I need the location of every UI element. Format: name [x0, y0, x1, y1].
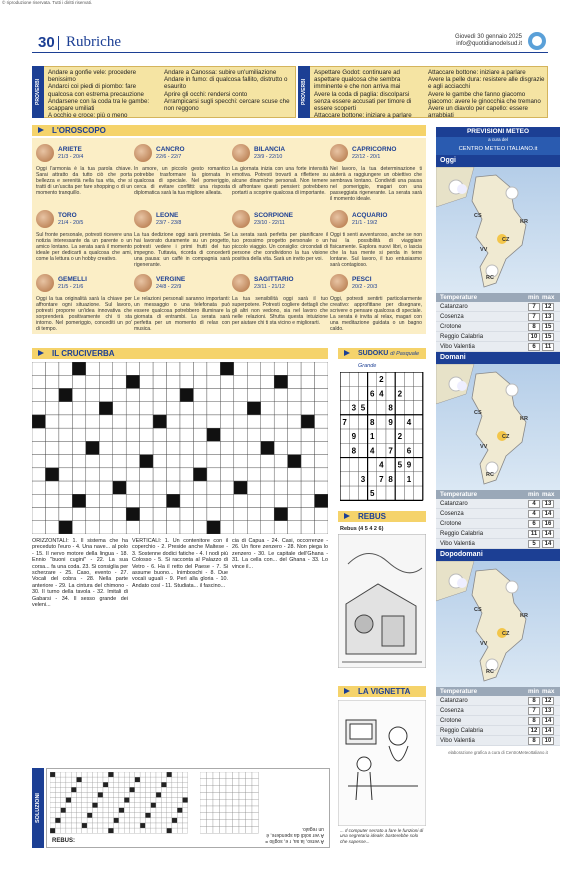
sudoku-given: 2 — [397, 389, 403, 399]
weather-panel — [436, 127, 560, 841]
sudoku-given: 1 — [369, 432, 375, 442]
temperature-header: Temperature min max — [436, 293, 560, 302]
proverbi-label-right: PROVERBI — [298, 66, 310, 118]
rebus-code: Rebus (4 5 4 2 6) — [340, 526, 384, 532]
sudoku-given: 1 — [406, 474, 412, 484]
sudoku-given: 5 — [397, 460, 403, 470]
vergine-icon — [134, 274, 152, 292]
vignette-title: LA VIGNETTA — [358, 687, 411, 696]
issue-date: Giovedì 30 gennaio 2025 — [454, 34, 522, 40]
sudoku-given: 3 — [351, 403, 357, 413]
temperature-row: Vibo Valentia 5 14 — [436, 539, 560, 549]
header-rule — [32, 52, 548, 53]
sudoku-header — [338, 348, 426, 369]
proverbi-col-4: Attaccare bottone: iniziare a parlare Avere la pelle dura: resistere alle disgrazie e agli acciacchi Avere le gambe che fanno giacomo giacomo: avere le ginocchia che tremano Avere un diavolo per capello: essere arrabbiati — [428, 69, 545, 120]
map-label: RC — [486, 472, 494, 478]
copyright-notice: © riproduzione riservata. Tutti i diritti riservati. — [2, 0, 93, 5]
clues-orizzontali: ORIZZONTALI: 1. Il sistema che ha preceduto l'euro - 4. Una nave... al polo - 15. Il nervo motore della lingua - 18. Ennio "buoni cugini" - 22. La sua corsa... fa una coda. 23. Si consiglia per scherzare - 25. Caso, evento - 27. Vocali del cobra - 28. Nella parte anteriore - 29. La cintura del chimono - 30. Il turno della tavola - 32. Imitali di Gabarsi - 34. Il sesso grande dei veleni... — [32, 538, 128, 609]
temperature-row: Reggio Calabria 12 14 — [436, 726, 560, 736]
temperature-row: Catanzaro 8 12 — [436, 696, 560, 706]
proverbi-label-left: PROVERBI — [32, 66, 44, 118]
section-arrow-icon — [344, 688, 350, 694]
proverbi-col-1: Andare a gonfie vele: procedere benissimo Andarci coi piedi di piombo: fare qualcosa con estrema precauzione Andarsene con la coda tra le gambe: scappare umiliati A occhio e croce: più o meno — [48, 69, 150, 120]
map-label: KR — [520, 613, 528, 619]
vignette-caption: ... Il computer serrato a fare le funzioni di una segretaria ideale: basterebbe solo che sapesse... — [340, 828, 424, 844]
section-arrow-icon — [38, 350, 44, 356]
section-title: Rubriche — [66, 34, 121, 50]
weather-day-title: Domani — [436, 352, 560, 364]
map-label: VV — [480, 641, 488, 647]
toro-icon — [36, 210, 54, 228]
map-label: RC — [486, 669, 494, 675]
solutions-label: SOLUZIONI — [32, 768, 44, 848]
rebus-solution-label: REBUS: — [52, 838, 76, 844]
ariete-icon — [36, 144, 54, 162]
rebus-solution: A verso, la sa, r e, soglio = A ver soldi da spendere, è un regalo. — [265, 826, 324, 844]
weather-day-title: Oggi — [436, 155, 560, 167]
map-label: CZ — [502, 631, 510, 637]
leone-icon — [134, 210, 152, 228]
temperature-header: Temperature min max — [436, 687, 560, 696]
crossword-header — [32, 348, 328, 359]
sudoku-given: 8 — [388, 403, 393, 413]
weather-subtitle: a cura del — [436, 137, 560, 143]
header-info — [430, 34, 522, 48]
page-number: 30 — [38, 34, 55, 51]
sudoku-given: 2 — [397, 432, 403, 442]
crossword-grid[interactable] — [32, 362, 328, 534]
sudoku-given: 2 — [379, 375, 384, 385]
sudoku-given: 9 — [351, 432, 357, 442]
scorpione-icon — [232, 210, 250, 228]
sudoku-cells — [340, 372, 423, 500]
crossword-title: IL CRUCIVERBA — [52, 349, 115, 358]
section-arrow-icon — [344, 513, 350, 519]
clues-verticali: VERTICALI: 1. Un contenitore con il coperchio - 2. Preside anche Maltese - 3. Sostenne dodici fatiche - 4. I nodi più Colosso - 5. Si racconta al Palazzo di Vetro - 6. Ha il retto del Paese - 7. Si assume buono... Inimboschi - 8. Due vocali uguali - 9. Perì alla gloria - 10. Andato così - 11. Studiata... il fascino... — [132, 538, 228, 589]
sudoku-given: 9 — [388, 417, 393, 427]
temperature-row: Cosenza 7 13 — [436, 312, 560, 322]
temperature-header: Temperature min max — [436, 490, 560, 499]
sudoku-given: 8 — [351, 446, 357, 456]
sudoku-given: 6 — [369, 389, 375, 399]
section-arrow-icon — [344, 350, 350, 356]
header-divider — [58, 36, 59, 50]
weather-map — [436, 561, 560, 687]
weather-footer: elaborazione grafica a cura di CentroMeteoItaliano.it — [448, 750, 548, 755]
sudoku-given: 4 — [369, 446, 375, 456]
crossword-cells — [32, 362, 328, 534]
weather-map — [436, 167, 560, 293]
gemelli-icon — [36, 274, 54, 292]
rebus-illustration — [338, 534, 426, 668]
clues-verticali-cont: cia di Capua - 24. Casi, occorrenze - 26. Un fiore zenzero - 28. Non piega lo zenzero - 30. Le capitale dell'Ghana - 31. La cella con... del Ghana - 33. Lo vince il... — [232, 538, 328, 570]
sudoku-given: 4 — [379, 389, 384, 399]
sudoku-given: 9 — [406, 460, 412, 470]
sudoku-title: SUDOKU — [358, 350, 389, 357]
pesci-icon — [330, 274, 348, 292]
weather-header — [436, 127, 560, 137]
vignette-cartoon — [338, 700, 426, 826]
bilancia-icon — [232, 144, 250, 162]
weather-provider: CENTRO METEO ITALIANO.it — [436, 143, 560, 155]
temperature-row: Crotone 6 16 — [436, 519, 560, 529]
section-arrow-icon — [38, 127, 44, 133]
map-label: VV — [480, 247, 488, 253]
map-label: VV — [480, 444, 488, 450]
solution-crossword — [50, 772, 190, 834]
map-label: RC — [486, 275, 494, 281]
capricorno-icon — [330, 144, 348, 162]
weather-map — [436, 364, 560, 490]
proverbi-col-3: Aspettare Godot: continuare ad aspettare qualcosa che sembra imminente e che non arriva mai Avere la coda di paglia: discolparsi senza essere accusati per timore di essere scoperti Attaccare bottone: iniziare a parlare — [314, 69, 412, 120]
proverbi-col-2: Andare a Canossa: subire un'umiliazione Andare in fumo: di qualcosa fallito, distrutto o esaurito Aprire gli occhi: rendersi conto Arrampicarsi sugli specchi: cercare scuse che non reggono — [164, 69, 290, 113]
sudoku-given: 5 — [360, 403, 366, 413]
temperature-row: Vibo Valentia 8 10 — [436, 736, 560, 746]
temperature-row: Catanzaro 4 13 — [436, 499, 560, 509]
sudoku-grid[interactable] — [340, 372, 424, 507]
horoscope-title: L'OROSCOPO — [52, 126, 106, 135]
sudoku-given: 7 — [388, 446, 393, 456]
temperature-row: Vibo Valentia 6 11 — [436, 342, 560, 352]
weather-day-title: Dopodomani — [436, 549, 560, 561]
temperature-row: Crotone 8 14 — [436, 716, 560, 726]
temperature-row: Cosenza 4 14 — [436, 509, 560, 519]
acquario-icon — [330, 210, 348, 228]
weather-title: PREVISIONI METEO — [466, 128, 530, 135]
sudoku-given: 4 — [379, 460, 384, 470]
map-label: CS — [474, 213, 482, 219]
sudoku-given: 6 — [406, 446, 412, 456]
map-label: CZ — [502, 434, 510, 440]
sagittario-icon — [232, 274, 250, 292]
rebus-header — [338, 511, 426, 522]
map-label: KR — [520, 416, 528, 422]
sudoku-author: di Pasquale Grande — [358, 351, 420, 369]
solution-sudoku — [200, 772, 260, 834]
map-label: CS — [474, 410, 482, 416]
sudoku-given: 7 — [379, 474, 384, 484]
cancro-icon — [134, 144, 152, 162]
map-label: CZ — [502, 237, 510, 243]
vignette-header — [338, 686, 426, 697]
temperature-row: Cosenza 7 13 — [436, 706, 560, 716]
contact-email[interactable]: info@quotidianodelsud.it — [456, 41, 522, 47]
sudoku-given: 7 — [342, 417, 347, 427]
sudoku-given: 5 — [369, 489, 375, 499]
temperature-row: Reggio Calabria 11 14 — [436, 529, 560, 539]
map-label: CS — [474, 607, 482, 613]
rebus-title: REBUS — [358, 512, 387, 521]
newspaper-logo-icon — [528, 32, 546, 50]
temperature-row: Reggio Calabria 10 15 — [436, 332, 560, 342]
sudoku-given: 4 — [406, 417, 412, 427]
temperature-row: Catanzaro 7 12 — [436, 302, 560, 312]
map-label: KR — [520, 219, 528, 225]
temperature-row: Crotone 8 15 — [436, 322, 560, 332]
sudoku-given: 8 — [388, 474, 393, 484]
sudoku-given: 3 — [360, 474, 366, 484]
sudoku-given: 8 — [369, 417, 375, 427]
horoscope-header — [32, 125, 426, 136]
